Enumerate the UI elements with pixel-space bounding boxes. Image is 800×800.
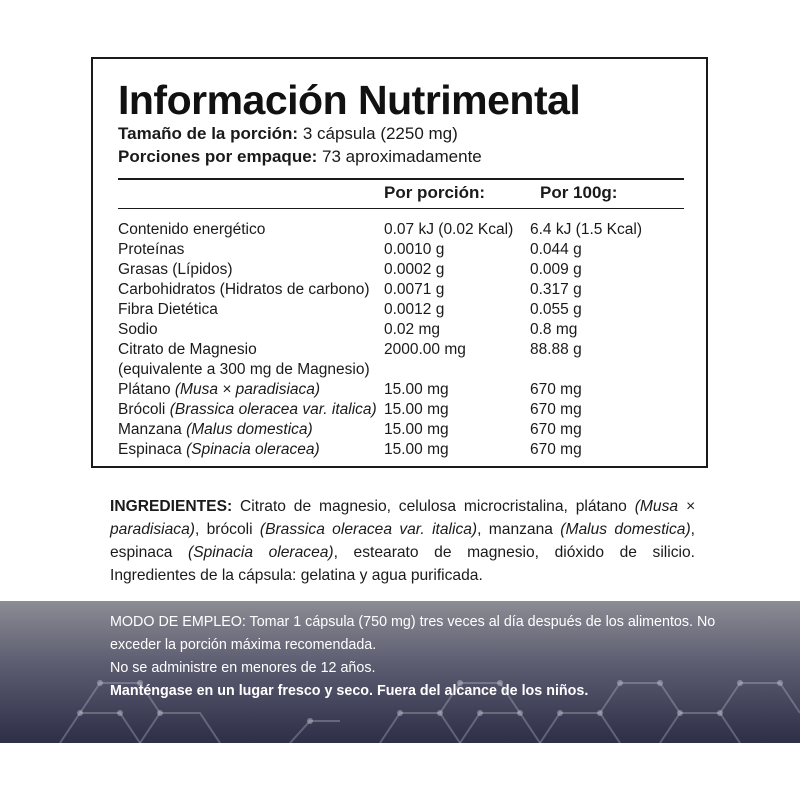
- column-header-per-serving: Por porción:: [384, 183, 486, 202]
- serving-size: [118, 124, 458, 144]
- per-100g-value: 6.4 kJ (1.5 Kcal): [530, 221, 642, 238]
- nutrition-facts-panel: [91, 57, 708, 468]
- table-row: [118, 360, 684, 380]
- per-serving-value: 0.0002 g: [384, 261, 445, 278]
- usage-line-2: exceder la porción máxima recomendada.: [110, 637, 377, 653]
- ingredients-text: , manzana: [477, 521, 561, 538]
- usage-line-3: No se administre en menores de 12 años.: [110, 660, 376, 676]
- nutrient-label: Grasas (Lípidos): [118, 261, 233, 278]
- usage-line-4: Manténgase en un lugar fresco y seco. Fuera del alcance de los niños.: [110, 683, 589, 699]
- usage-line-1: [110, 611, 716, 634]
- per-serving-value: 0.07 kJ (0.02 Kcal): [384, 221, 514, 238]
- table-row: [118, 380, 684, 400]
- nutrient-name: [118, 280, 370, 300]
- per-serving-value: 15.00 mg: [384, 401, 449, 418]
- ingredients-sci-name: (Spinacia oleracea): [188, 544, 334, 561]
- usage-label: MODO DE EMPLEO:: [110, 614, 246, 630]
- serving-size-label: Tamaño de la porción:: [118, 124, 299, 143]
- servings-per-pack-label: Porciones por empaque:: [118, 147, 318, 166]
- nutrient-label: Espinaca: [118, 441, 187, 458]
- ingredients-text: , estearato de magnesio, dióxido de silicio. Ingredientes de la cápsula: gelatina y agua purificada.: [110, 544, 695, 584]
- usage-instructions: [110, 611, 716, 703]
- per-100g-value: 0.009 g: [530, 261, 582, 278]
- per-serving-value: 0.0012 g: [384, 301, 445, 318]
- nutrient-sci-name: (Malus domestica): [186, 421, 313, 438]
- nutrient-name: [118, 240, 184, 260]
- per-100g-value: 670 mg: [530, 421, 582, 438]
- nutrient-label: Citrato de Magnesio: [118, 341, 257, 358]
- table-row: [118, 400, 684, 420]
- nutrient-name: [118, 300, 218, 320]
- per-serving-value: 0.0071 g: [384, 281, 445, 298]
- nutrient-sci-name: (Brassica oleracea var. italica): [169, 401, 377, 418]
- nutrient-label: Fibra Dietética: [118, 301, 218, 318]
- per-100g-value: 670 mg: [530, 441, 582, 458]
- serving-size-value: 3 cápsula (2250 mg): [298, 124, 458, 143]
- nutrient-label: Manzana: [118, 421, 187, 438]
- ingredients-paragraph: [110, 495, 695, 587]
- per-serving-value: 15.00 mg: [384, 441, 449, 458]
- servings-per-pack-value: 73 aproximadamente: [317, 147, 482, 166]
- ingredients-text: Citrato de magnesio, celulosa microcristalina, plátano: [232, 498, 635, 515]
- usage-band: [0, 601, 800, 743]
- per-serving-value: 2000.00 mg: [384, 341, 466, 358]
- nutrient-name: [118, 400, 377, 420]
- table-row: [118, 280, 684, 300]
- nutrient-label: Plátano: [118, 381, 175, 398]
- per-100g-value: 0.044 g: [530, 241, 582, 258]
- table-row: [118, 420, 684, 440]
- column-header-per-100g: Por 100g:: [540, 183, 618, 202]
- per-serving-value: 0.0010 g: [384, 241, 445, 258]
- divider-header: [118, 208, 684, 209]
- table-row: [118, 300, 684, 320]
- per-100g-value: 0.8 mg: [530, 321, 578, 338]
- nutrient-label: Contenido energético: [118, 221, 266, 238]
- divider-top: [118, 178, 684, 180]
- nutrient-name: [118, 380, 320, 400]
- nutrient-label: Carbohidratos (Hidratos de carbono): [118, 281, 370, 298]
- nutrient-label: Sodio: [118, 321, 158, 338]
- ingredients-label: INGREDIENTES:: [110, 498, 233, 515]
- nutrient-label: (equivalente a 300 mg de Magnesio): [118, 361, 370, 378]
- nutrient-label: Proteínas: [118, 241, 185, 258]
- per-100g-value: 670 mg: [530, 401, 582, 418]
- page-title: Información Nutrimental: [118, 77, 581, 123]
- nutrient-name: [118, 320, 158, 340]
- nutrient-name: [118, 260, 233, 280]
- nutrition-table: [118, 220, 684, 460]
- servings-per-pack: [118, 147, 482, 167]
- per-100g-value: 670 mg: [530, 381, 582, 398]
- table-row: [118, 240, 684, 260]
- nutrient-name: [118, 420, 313, 440]
- nutrient-label: Brócoli: [118, 401, 170, 418]
- table-row: [118, 340, 684, 360]
- table-row: [118, 220, 684, 240]
- per-serving-value: 15.00 mg: [384, 421, 449, 438]
- nutrient-name: [118, 360, 370, 380]
- ingredients-text: , brócoli: [194, 521, 260, 538]
- nutrient-name: [118, 440, 320, 460]
- table-row: [118, 440, 684, 460]
- nutrient-name: [118, 340, 257, 360]
- ingredients-sci-name: (Musa × paradisiaca): [110, 498, 696, 538]
- nutrient-sci-name: (Musa × paradisiaca): [174, 381, 321, 398]
- per-100g-value: 88.88 g: [530, 341, 582, 358]
- nutrient-sci-name: (Spinacia oleracea): [186, 441, 320, 458]
- usage-text: Tomar 1 cápsula (750 mg) tres veces al día después de los alimentos. No: [245, 614, 716, 630]
- ingredients-text: , espinaca: [110, 521, 696, 561]
- table-row: [118, 260, 684, 280]
- nutrient-name: [118, 220, 265, 240]
- per-100g-value: 0.055 g: [530, 301, 582, 318]
- per-serving-value: 0.02 mg: [384, 321, 441, 338]
- ingredients-sci-name: (Brassica oleracea var. italica): [259, 521, 478, 538]
- table-row: [118, 320, 684, 340]
- per-serving-value: 15.00 mg: [384, 381, 449, 398]
- per-100g-value: 0.317 g: [530, 281, 582, 298]
- ingredients-sci-name: (Malus domestica): [560, 521, 691, 538]
